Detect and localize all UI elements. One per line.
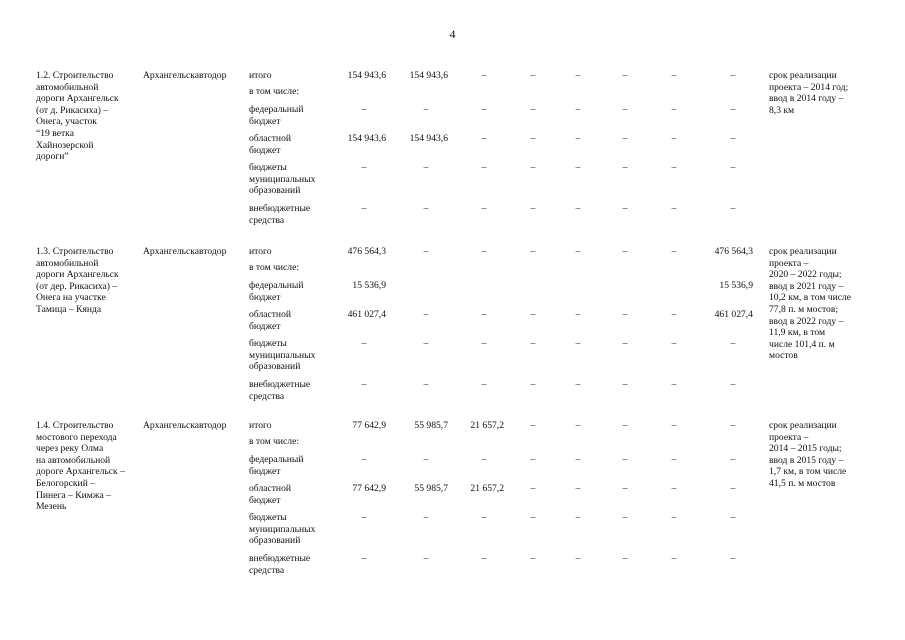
funding-source-label: бюджеты муниципальных образований [249,512,316,547]
funding-source-label: бюджеты муниципальных образований [249,338,316,373]
amount-cell: – [361,162,367,173]
amount-cell: – [481,338,487,349]
funding-source-label: внебюджетные средства [249,553,311,576]
amount-cell: – [622,338,628,349]
amount-cell: – [671,454,677,465]
amount-cell: – [575,203,581,214]
amount-cell: – [361,203,367,214]
project-name: 1.2. Строительство автомобильной дороги Архангельск (от д. Рикасиха) – Онега, участок “19 ветка Хайнозерской дороги” [36,70,119,163]
funding-source-label: федеральный бюджет [249,454,304,477]
amount-cell: – [671,553,677,564]
amount-cell: 476 564,3 [714,246,753,257]
amount-cell: – [481,553,487,564]
amount-cell: – [730,133,736,144]
amount-cell: – [671,309,677,320]
amount-cell: – [671,512,677,523]
responsible-org: Архангельскавтодор [143,420,227,431]
amount-cell: – [671,338,677,349]
amount-cell: – [575,70,581,81]
amount-cell: – [622,483,628,494]
amount-cell: – [622,162,628,173]
responsible-org: Архангельскавтодор [143,70,227,81]
amount-cell: – [481,203,487,214]
amount-cell: – [530,512,536,523]
amount-cell: 476 564,3 [347,246,386,257]
amount-cell: – [530,162,536,173]
amount-cell: – [730,203,736,214]
amount-cell: 55 985,7 [414,420,448,431]
amount-cell: 21 657,2 [470,483,504,494]
amount-cell: – [530,133,536,144]
amount-cell: – [622,70,628,81]
amount-cell: – [361,553,367,564]
amount-cell: – [361,512,367,523]
amount-cell: – [361,379,367,390]
amount-cell: – [481,70,487,81]
amount-cell: 461 027,4 [347,309,386,320]
amount-cell: – [423,379,429,390]
amount-cell: – [423,203,429,214]
funding-source-label: итого [249,420,272,431]
amount-cell: – [530,553,536,564]
amount-cell: – [575,246,581,257]
amount-cell: 154 943,6 [347,70,386,81]
amount-cell: – [361,104,367,115]
project-note: срок реализации проекта – 2020 – 2022 годы; ввод в 2021 году – 10,2 км, в том числе 77,8 п. м мостов; ввод в 2022 году – 11,9 км, в том числе 101,4 п. м мостов [769,246,852,362]
amount-cell: – [481,309,487,320]
amount-cell: – [730,104,736,115]
amount-cell: – [730,70,736,81]
amount-cell: – [530,309,536,320]
project-note: срок реализации проекта – 2014 – 2015 годы; ввод в 2015 году – 1,7 км, в том числе 41,5 п. м мостов [769,420,847,489]
funding-source-label: итого [249,70,272,81]
amount-cell: – [575,454,581,465]
amount-cell: 461 027,4 [714,309,753,320]
amount-cell: – [530,420,536,431]
amount-cell: – [530,338,536,349]
amount-cell: – [622,203,628,214]
amount-cell: – [530,454,536,465]
amount-cell: – [575,483,581,494]
amount-cell: – [730,338,736,349]
amount-cell: – [730,162,736,173]
amount-cell: – [622,309,628,320]
amount-cell: – [530,203,536,214]
amount-cell: – [481,162,487,173]
funding-source-label: в том числе: [249,86,300,97]
amount-cell: – [671,420,677,431]
amount-cell: 154 943,6 [409,133,448,144]
amount-cell: – [530,70,536,81]
amount-cell: – [361,454,367,465]
funding-source-label: итого [249,246,272,257]
amount-cell: – [622,379,628,390]
amount-cell: 15 536,9 [352,280,386,291]
amount-cell: – [423,454,429,465]
amount-cell: – [622,553,628,564]
amount-cell: – [361,338,367,349]
amount-cell: – [423,512,429,523]
amount-cell: – [575,162,581,173]
amount-cell: – [622,512,628,523]
amount-cell: – [575,338,581,349]
amount-cell: – [671,379,677,390]
amount-cell: – [730,454,736,465]
amount-cell: – [671,162,677,173]
amount-cell: – [423,553,429,564]
amount-cell: – [530,379,536,390]
amount-cell: – [622,133,628,144]
amount-cell: – [423,309,429,320]
project-name: 1.3. Строительство автомобильной дороги Архангельск (от дер. Рикасиха) – Онега на участке Тамица – Кянда [36,246,119,315]
amount-cell: – [481,454,487,465]
amount-cell: – [730,512,736,523]
funding-source-label: областной бюджет [249,483,292,506]
funding-source-label: областной бюджет [249,309,292,332]
amount-cell: 55 985,7 [414,483,448,494]
amount-cell: – [671,70,677,81]
amount-cell: – [575,512,581,523]
amount-cell: – [575,104,581,115]
project-note: срок реализации проекта – 2014 год; ввод в 2014 году – 8,3 км [769,70,849,116]
amount-cell: – [423,338,429,349]
amount-cell: 154 943,6 [347,133,386,144]
funding-source-label: внебюджетные средства [249,379,311,402]
funding-source-label: в том числе: [249,436,300,447]
amount-cell: – [481,379,487,390]
amount-cell: – [481,104,487,115]
amount-cell: – [575,379,581,390]
amount-cell: – [671,133,677,144]
amount-cell: 21 657,2 [470,420,504,431]
amount-cell: – [575,553,581,564]
responsible-org: Архангельскавтодор [143,246,227,257]
amount-cell: – [481,246,487,257]
amount-cell: – [730,553,736,564]
funding-source-label: федеральный бюджет [249,280,304,303]
amount-cell: – [730,379,736,390]
amount-cell: – [530,104,536,115]
amount-cell: – [622,246,628,257]
amount-cell: – [530,483,536,494]
amount-cell: – [730,420,736,431]
amount-cell: – [481,133,487,144]
amount-cell: 154 943,6 [409,70,448,81]
amount-cell: – [671,246,677,257]
amount-cell: – [622,104,628,115]
amount-cell: – [423,104,429,115]
amount-cell: – [575,420,581,431]
funding-source-label: внебюджетные средства [249,203,311,226]
amount-cell: 77 642,9 [352,483,386,494]
amount-cell: 15 536,9 [719,280,753,291]
funding-source-label: федеральный бюджет [249,104,304,127]
project-name: 1.4. Строительство мостового перехода через реку Олма на автомобильной дороге Архангельск – Белогорский – Пинега – Кимжа – Мезень [36,420,125,513]
amount-cell: – [575,133,581,144]
funding-source-label: бюджеты муниципальных образований [249,162,316,197]
amount-cell: – [423,246,429,257]
page-number: 4 [449,27,456,41]
amount-cell: – [622,454,628,465]
amount-cell: – [730,483,736,494]
amount-cell: – [575,309,581,320]
funding-source-label: областной бюджет [249,133,292,156]
amount-cell: 77 642,9 [352,420,386,431]
amount-cell: – [423,162,429,173]
amount-cell: – [622,420,628,431]
funding-source-label: в том числе: [249,262,300,273]
amount-cell: – [671,104,677,115]
amount-cell: – [530,246,536,257]
amount-cell: – [671,203,677,214]
amount-cell: – [671,483,677,494]
amount-cell: – [481,512,487,523]
